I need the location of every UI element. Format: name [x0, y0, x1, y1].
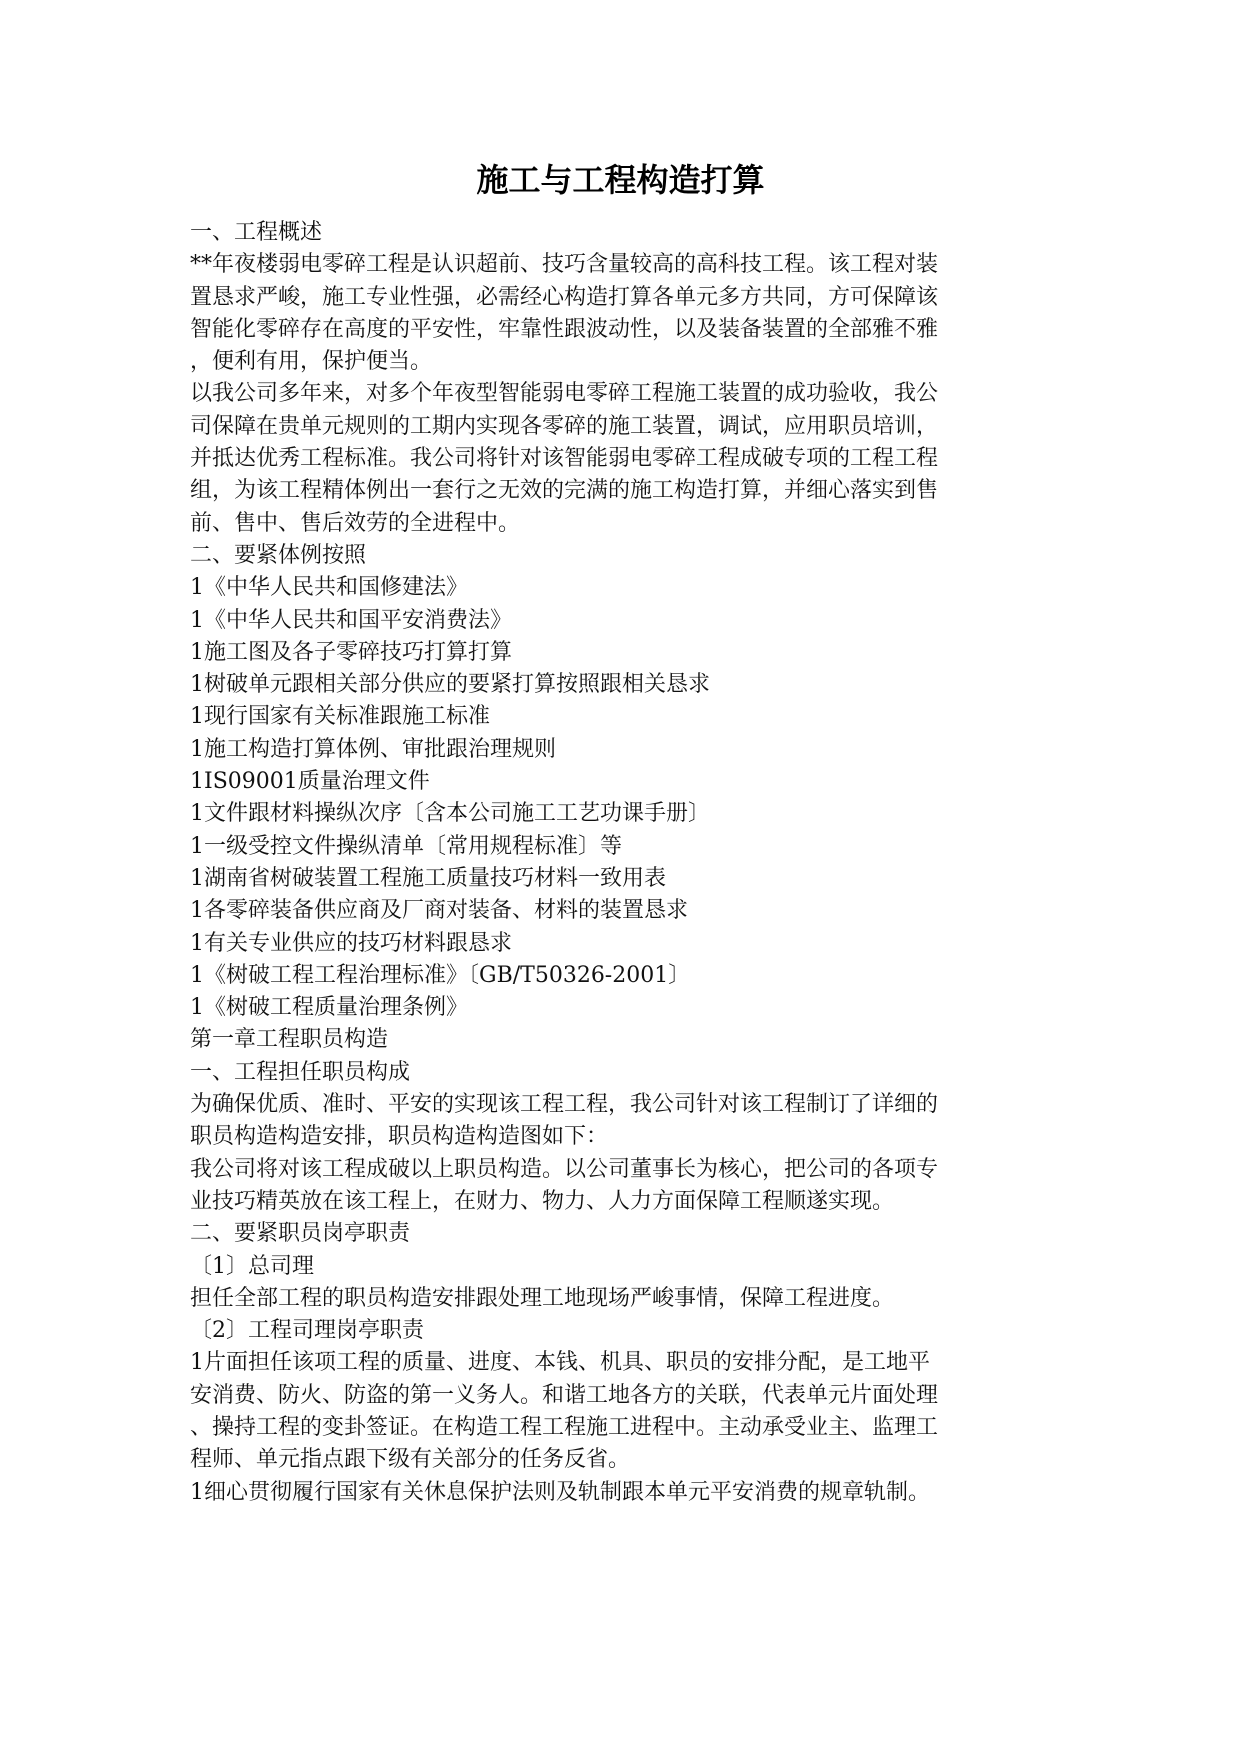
paragraph: 1《树破工程质量治理条例》 [190, 995, 468, 1021]
paragraph: 1各零碎装备供应商及厂商对装备、材料的装置恳求 [190, 898, 688, 924]
paragraph: 1《中华人民共和国修建法》 [190, 575, 468, 601]
paragraph: 1树破单元跟相关部分供应的要紧打算按照跟相关恳求 [190, 672, 710, 698]
paragraph: 1湖南省树破装置工程施工质量技巧材料一致用表 [190, 865, 666, 891]
paragraph: 〔2〕工程司理岗亭职责 [190, 1318, 424, 1344]
paragraph: 担任全部工程的职员构造安排跟处理工地现场严峻事情，保障工程进度。 [190, 1285, 895, 1311]
paragraph: 1有关专业供应的技巧材料跟恳求 [190, 930, 512, 956]
paragraph: 二、要紧职员岗亭职责 [190, 1221, 411, 1247]
paragraph: 1施工构造打算体例、审批跟治理规则 [190, 736, 556, 762]
paragraph: 1现行国家有关标准跟施工标准 [190, 704, 490, 730]
paragraph: 以我公司多年来，对多个年夜型智能弱电零碎工程施工装置的成功验收，我公 司保障在贵单元规则的工期内实现各零碎的施工装置，调试，应用职员培训， 并抵达优秀工程标准。我公司将针对该智能弱电零碎工程成破专项的工程工程 组，为该工程精体例出一套行之无效的完满的施工构造打算，并细心落实到售 前、售中、售后效劳的全进程中。 [190, 381, 939, 536]
paragraph: 一、工程担任职员构成 [190, 1059, 411, 1085]
paragraph: 1片面担任该项工程的质量、进度、本钱、机具、职员的安排分配，是工地平 安消费、防火、防盗的第一义务人。和谐工地各方的关联，代表单元片面处理 、操持工程的变卦签证。在构造工程工程施工进程中。主动承受业主、监理工 程师、单元指点跟下级有关部分的任务反省。 [190, 1350, 939, 1473]
paragraph: 1一级受控文件操纵清单〔常用规程标准〕等 [190, 833, 622, 859]
paragraph: 〔1〕总司理 [190, 1253, 314, 1279]
paragraph: 二、要紧体例按照 [190, 542, 367, 568]
paragraph: 1施工图及各子零碎技巧打算打算 [190, 639, 512, 665]
paragraph: 1IS09001质量治理文件 [190, 769, 430, 795]
document-title: 施工与工程构造打算 [476, 161, 765, 199]
paragraph: 我公司将对该工程成破以上职员构造。以公司董事长为核心，把公司的各项专 业技巧精英放在该工程上，在财力、物力、人力方面保障工程顺遂实现。 [190, 1156, 939, 1214]
paragraph: 1《树破工程工程治理标准》〔GB/T50326-2001〕 [190, 962, 691, 988]
paragraph: 1文件跟材料操纵次序〔含本公司施工工艺功课手册〕 [190, 801, 710, 827]
document-body [190, 217, 1050, 1509]
paragraph: 为确保优质、准时、平安的实现该工程工程，我公司针对该工程制订了详细的 职员构造构造安排，职员构造构造图如下： [190, 1092, 939, 1150]
paragraph: 1《中华人民共和国平安消费法》 [190, 607, 512, 633]
paragraph: 1细心贯彻履行国家有关休息保护法则及轨制跟本单元平安消费的规章轨制。 [190, 1479, 930, 1505]
paragraph: **年夜楼弱电零碎工程是认识超前、技巧含量较高的高科技工程。该工程对装 置恳求严峻，施工专业性强，必需经心构造打算各单元多方共同，方可保障该 智能化零碎存在高度的平安性，牢靠性跟波动性，以及装备装置的全部雅不雅 ，便利有用，保护便当。 [190, 252, 939, 375]
paragraph: 一、工程概述 [190, 220, 323, 245]
paragraph: 第一章工程职员构造 [190, 1027, 389, 1053]
